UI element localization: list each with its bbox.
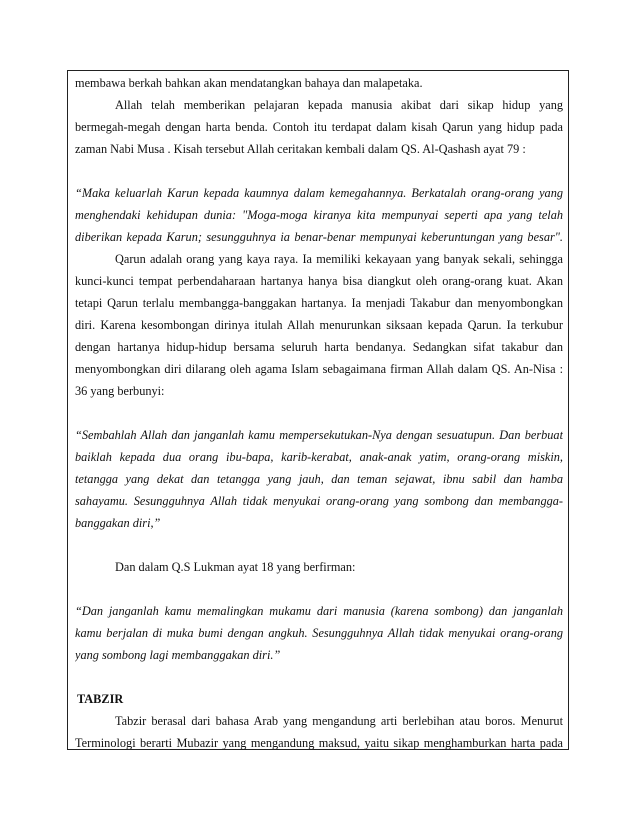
body-text-line: kunci-kunci tempat perbendaharaan hartanya hanya bisa diangkut oleh orang-orang kuat. Akan bbox=[75, 274, 563, 288]
paragraph-spacer bbox=[75, 578, 563, 600]
paragraph-spacer bbox=[75, 534, 563, 556]
body-text-line: bermegah-megah dengan harta benda. Contoh itu terdapat dalam kisah Qarun yang hidup pada bbox=[75, 120, 563, 134]
paragraph-spacer bbox=[75, 402, 563, 424]
quote-line: menghendaki kehidupan dunia: "Moga-moga kiranya kita mempunyai seperti apa yang telah bbox=[75, 208, 563, 222]
section-heading: TABZIR bbox=[77, 692, 124, 706]
body-text-line: membawa berkah bahkan akan mendatangkan bahaya dan malapetaka. bbox=[75, 76, 423, 90]
text-frame bbox=[67, 70, 569, 750]
document-body bbox=[75, 72, 563, 750]
quote-line: tetangga yang dekat dan tetangga yang jauh, dan teman sejawat, ibnu sabil dan hamba bbox=[75, 472, 563, 486]
body-text-line: Tabzir berasal dari bahasa Arab yang mengandung arti berlebihan atau boros. Menurut bbox=[115, 714, 563, 728]
body-text-line: Allah telah memberikan pelajaran kepada manusia akibat dari sikap hidup yang bbox=[115, 98, 563, 112]
quote-line: yang sombong lagi membanggakan diri.” bbox=[75, 648, 281, 662]
body-text-line: menyombongkan diri dilarang oleh agama Islam sebagaimana firman Allah dalam QS. An-Nisa : bbox=[75, 362, 563, 376]
quote-line: kamu berjalan di muka bumi dengan angkuh. Sesungguhnya Allah tidak menyukai orang-orang bbox=[75, 626, 563, 640]
paragraph-spacer bbox=[75, 160, 563, 182]
quote-line: baiklah kepada dua orang ibu-bapa, karib-kerabat, anak-anak yatim, orang-orang miskin, bbox=[75, 450, 563, 464]
body-text-line: tetapi Qarun terlalu membangga-banggakan hartanya. Ia menjadi Takabur dan menyombongkan bbox=[75, 296, 563, 310]
quote-line: “Dan janganlah kamu memalingkan mukamu dari manusia (karena sombong) dan janganlah bbox=[75, 604, 563, 618]
body-text-line: diri. Karena kesombongan dirinya itulah Allah menurunkan siksaan kepada Qarun. Ia terkubur bbox=[75, 318, 563, 332]
body-text-line: Qarun adalah orang yang kaya raya. Ia memiliki kekayaan yang banyak sekali, sehingga bbox=[115, 252, 563, 266]
paragraph-spacer bbox=[75, 666, 563, 688]
quote-line: diberikan kepada Karun; sesungguhnya ia benar-benar mempunyai keberuntungan yang besar". bbox=[75, 230, 563, 244]
quote-line: sahayamu. Sesungguhnya Allah tidak menyukai orang-orang yang sombong dan membangga- bbox=[75, 494, 563, 508]
body-text-line: Terminologi berarti Mubazir yang mengandung maksud, yaitu sikap menghamburkan harta pada bbox=[75, 736, 563, 750]
body-text-line: Dan dalam Q.S Lukman ayat 18 yang berfirman: bbox=[115, 560, 356, 574]
body-text-line: 36 yang berbunyi: bbox=[75, 384, 165, 398]
body-text-line: zaman Nabi Musa . Kisah tersebut Allah ceritakan kembali dalam QS. Al-Qashash ayat 79 : bbox=[75, 142, 526, 156]
quote-line: banggakan diri,” bbox=[75, 516, 161, 530]
body-text-line: dengan hartanya hidup-hidup bersama seluruh harta bendanya. Sedangkan sifat takabur dan bbox=[75, 340, 563, 354]
quote-line: “Sembahlah Allah dan janganlah kamu mempersekutukan-Nya dengan sesuatupun. Dan berbuat bbox=[75, 428, 563, 442]
quote-line: “Maka keluarlah Karun kepada kaumnya dalam kemegahannya. Berkatalah orang-orang yang bbox=[75, 186, 563, 200]
